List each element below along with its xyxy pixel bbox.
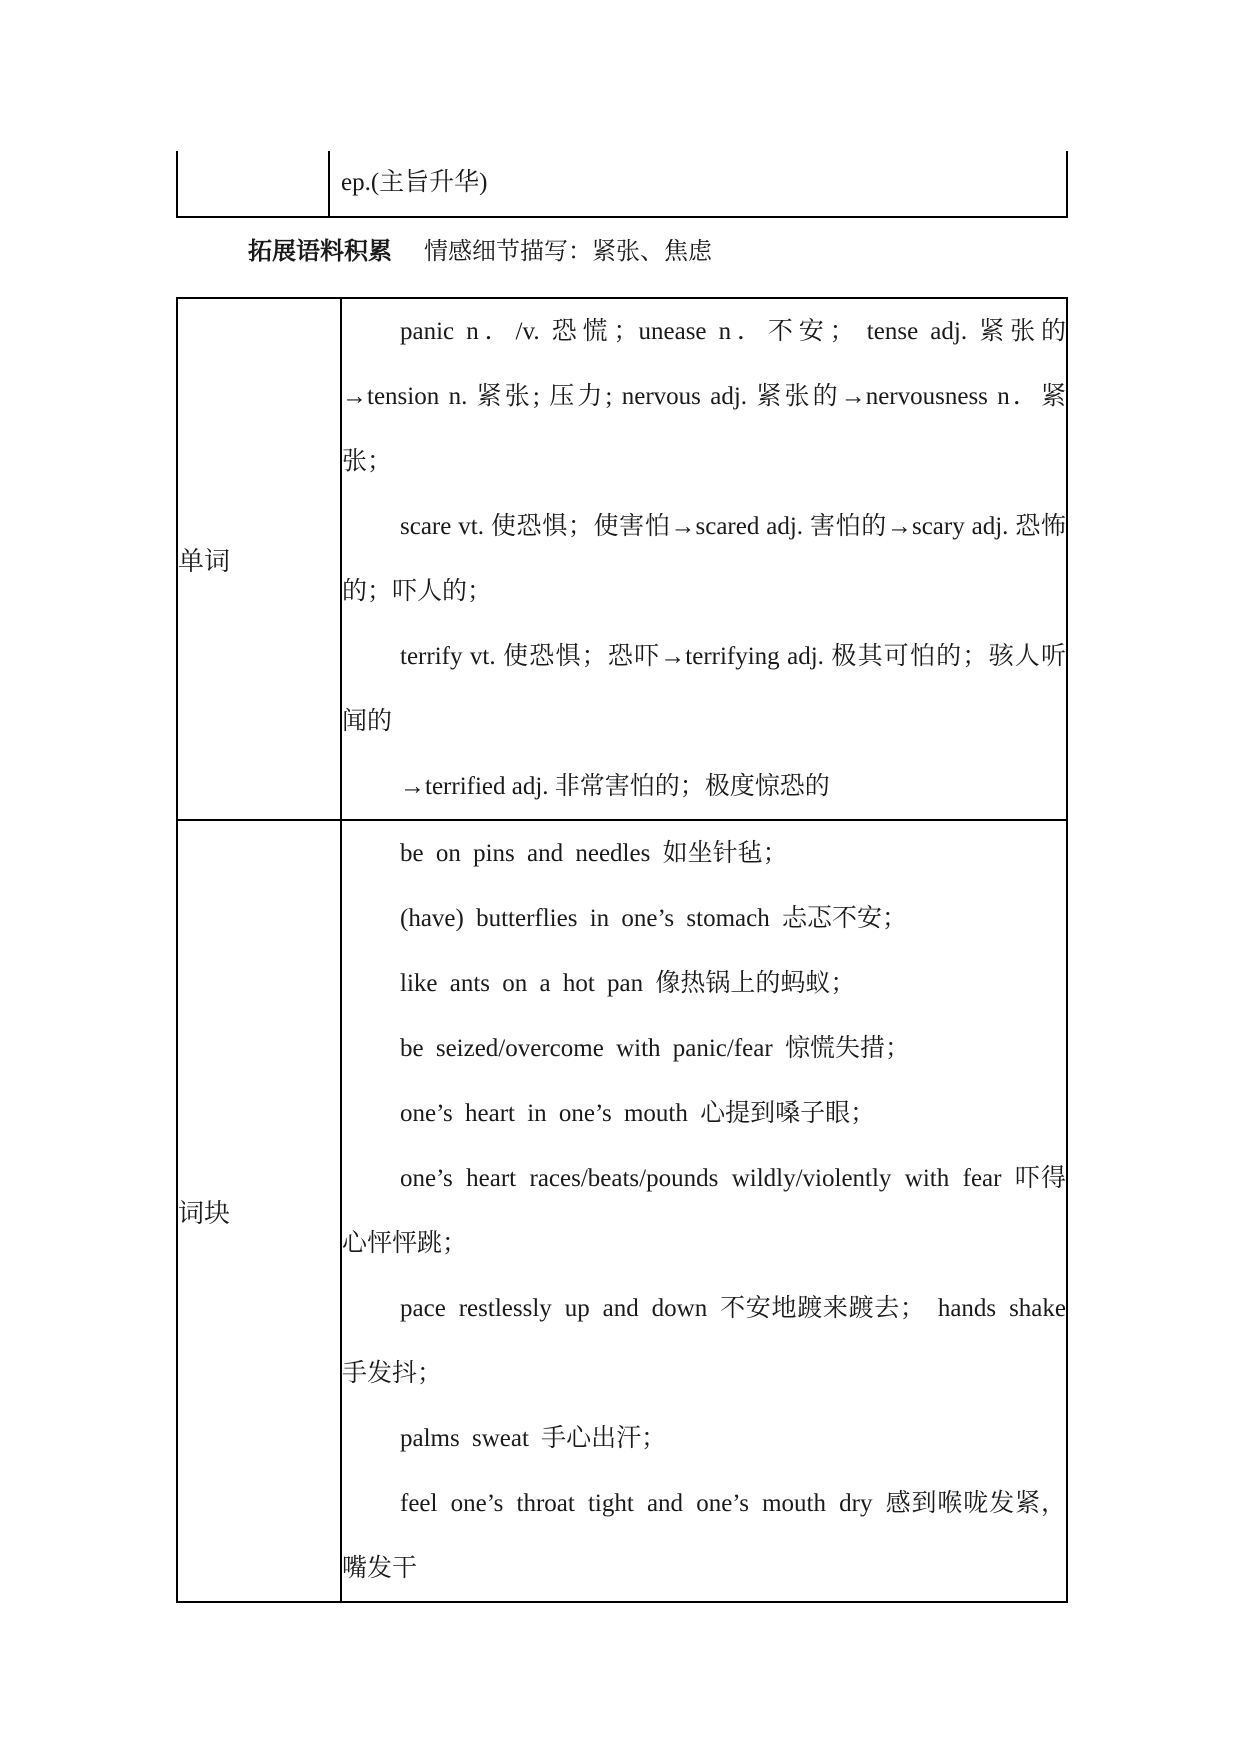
entry-paragraph: terrify vt. 使恐惧；恐吓→terrifying adj. 极其可怕的；骇人听闻的 [342,643,1066,735]
row-label: 词块 [177,820,341,1602]
entry-paragraph: be seized/overcome with panic/fear 惊慌失措； [400,1035,910,1062]
entry-paragraph: pace restlessly up and down 不安地踱来踱去； hands shake 手发抖； [342,1295,1079,1387]
table-row [177,298,1067,820]
row-content [341,298,1067,820]
entry-paragraph: panic n．/v. 恐慌；unease n．不安； tense adj. 紧张的→tension n. 紧张; 压力; nervous adj. 紧张的→nervousness n．紧张； [342,318,1066,475]
entry-paragraph: scare vt. 使恐惧；使害怕→scared adj. 害怕的→scary adj. 恐怖的；吓人的； [342,513,1066,605]
section-heading [248,234,712,268]
entry-paragraph: one’s heart races/beats/pounds wildly/violently with fear 吓得心怦怦跳； [342,1165,1066,1257]
entry-paragraph: palms sweat 手心出汗； [400,1425,667,1452]
table-row [177,820,1067,1602]
entry-paragraph: (have) butterflies in one’s stomach 忐忑不安； [400,905,907,932]
row-label: 单词 [177,298,341,820]
entry-paragraph: →terrified adj. 非常害怕的；极度惊恐的 [400,773,830,800]
vocabulary-table [176,297,1079,1603]
entry-paragraph: feel one’s throat tight and one’s mouth dry 感到喉咙发紧，嘴发干 [342,1490,1066,1582]
fragment-text: ep.(主旨升华) [341,169,488,196]
table-border [176,216,1068,218]
entry-paragraph: like ants on a hot pan 像热锅上的蚂蚁； [400,970,856,997]
previous-table-fragment [176,151,1068,218]
heading-sub: 情感细节描写：紧张、焦虑 [424,237,712,265]
row-content [341,820,1079,1602]
heading-main: 拓展语料积累 [248,237,392,265]
entry-paragraph: one’s heart in one’s mouth 心提到嗓子眼； [400,1100,876,1127]
entry-paragraph: be on pins and needles 如坐针毡； [400,840,788,867]
table-border [1066,151,1068,217]
table-border [176,151,178,217]
table-border [328,151,330,217]
